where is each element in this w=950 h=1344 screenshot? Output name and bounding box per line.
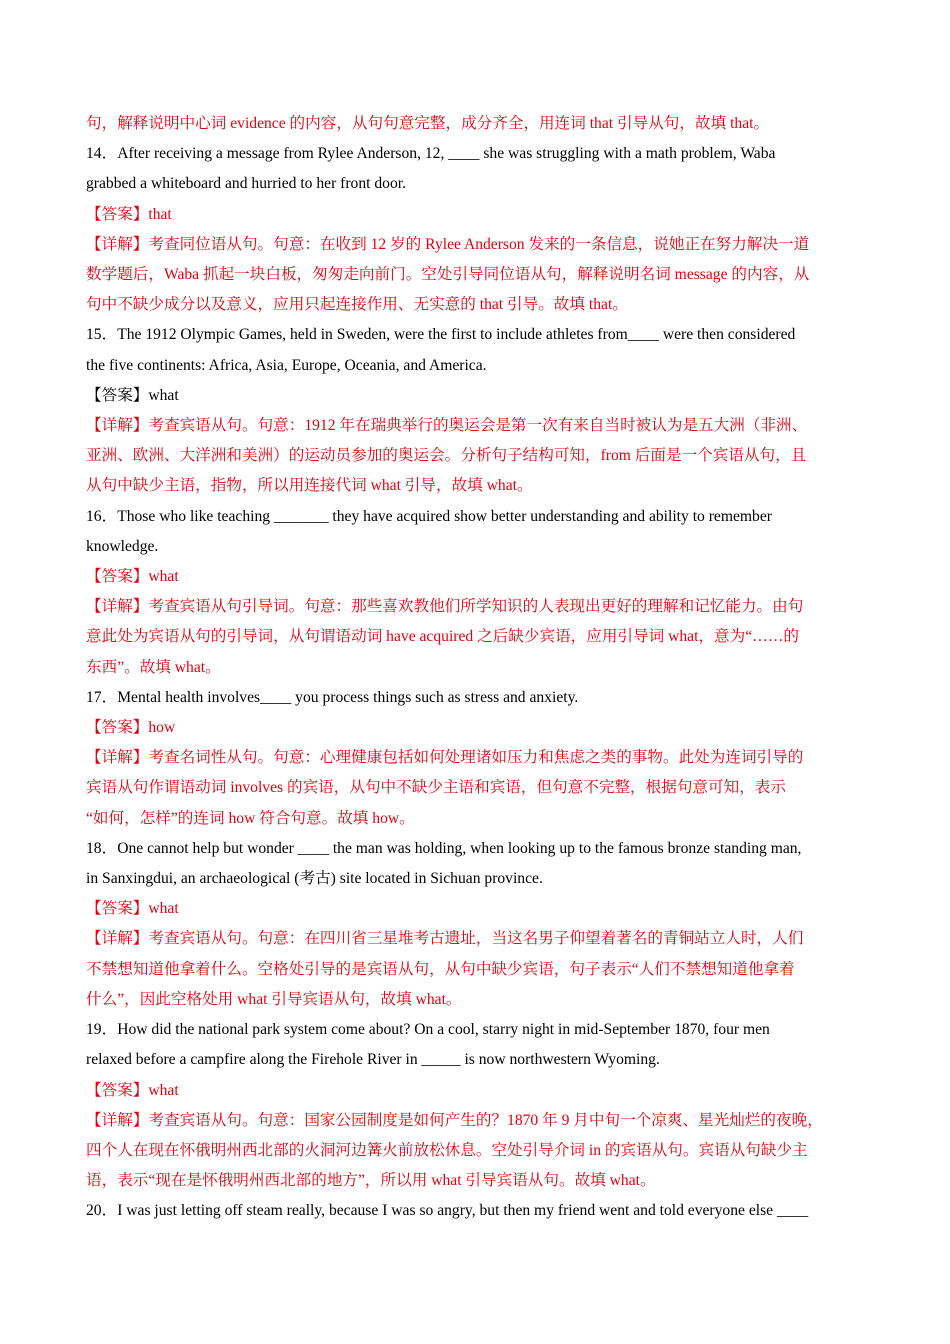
text-line: 【详解】考查同位语从句。句意：在收到 12 岁的 Rylee Anderson 发来的一条信息，说她正在努力解决一道 xyxy=(86,235,810,253)
text-line: 语，表示“现在是怀俄明州西北部的地方”，所以用 what 引导宾语从句。故填 what。 xyxy=(86,1172,656,1190)
text-line: 【详解】考查宾语从句。句意：国家公园制度是如何产生的？1870 年 9 月中旬一个凉爽、星光灿烂的夜晚， xyxy=(86,1111,823,1129)
text-line: 【答案】what xyxy=(86,900,179,918)
text-line: 东西”。故填 what。 xyxy=(86,658,221,676)
text-line: 什么”，因此空格处用 what 引导宾语从句，故填 what。 xyxy=(86,990,462,1008)
text-line: 【答案】what xyxy=(86,1081,179,1099)
text-line: 亚洲、欧洲、大洋洲和美洲）的运动员参加的奥运会。分析句子结构可知，from 后面是一个宾语从句，且 xyxy=(86,447,807,465)
text-line: 不禁想知道他拿着什么。空格处引导的是宾语从句，从句中缺少宾语，句子表示“人们不禁想知道他拿着 xyxy=(86,960,795,978)
text-line: the five continents: Africa, Asia, Europe, Oceania, and America. xyxy=(86,356,487,374)
document-page xyxy=(86,109,866,1227)
text-line: 【答案】how xyxy=(86,719,176,737)
text-line: 19．How did the national park system come about? On a cool, starry night in mid-September 1870, four men xyxy=(86,1021,770,1039)
text-line: 18．One cannot help but wonder ____ the man was holding, when looking up to the famous bronze standing man, xyxy=(86,839,802,857)
text-line: grabbed a whiteboard and hurried to her front door. xyxy=(86,175,406,193)
text-line: 四个人在现在怀俄明州西北部的火洞河边篝火前放松休息。空处引导介词 in 的宾语从句。宾语从句缺少主 xyxy=(86,1141,808,1159)
text-line: 句中不缺少成分以及意义，应用只起连接作用、无实意的 that 引导。故填 that。 xyxy=(86,296,628,314)
text-line: “如何，怎样”的连词 how 符合句意。故填 how。 xyxy=(86,809,415,827)
text-line: 14．After receiving a message from Rylee Anderson, 12, ____ she was struggling with a math problem, Waba xyxy=(86,145,776,163)
text-line: 【答案】what xyxy=(86,386,179,404)
text-line: knowledge. xyxy=(86,537,159,555)
text-line: 20．I was just letting off steam really, because I was so angry, but then my friend went and told everyone else ____ xyxy=(86,1202,809,1220)
text-line: 【详解】考查宾语从句引导词。句意：那些喜欢教他们所学知识的人表现出更好的理解和记忆能力。由句 xyxy=(86,598,804,616)
text-line: 数学题后，Waba 抓起一块白板，匆匆走向前门。空处引导同位语从句，解释说明名词 message 的内容，从 xyxy=(86,266,810,284)
text-line: 【详解】考查宾语从句。句意：1912 年在瑞典举行的奥运会是第一次有来自当时被认为是五大洲（非洲、 xyxy=(86,417,808,435)
text-line: 【详解】考查宾语从句。句意：在四川省三星堆考古遗址，当这名男子仰望着著名的青铜站立人时，人们 xyxy=(86,930,804,948)
text-line: 从句中缺少主语，指物，所以用连接代词 what 引导，故填 what。 xyxy=(86,477,533,495)
text-line: 17．Mental health involves____ you process things such as stress and anxiety. xyxy=(86,688,579,706)
text-line: relaxed before a campfire along the Firehole River in _____ is now northwestern Wyoming. xyxy=(86,1051,660,1069)
text-line: 【答案】that xyxy=(86,205,172,223)
text-line: 【详解】考查名词性从句。句意：心理健康包括如何处理诸如压力和焦虑之类的事物。此处为连词引导的 xyxy=(86,749,804,767)
text-line: 【答案】what xyxy=(86,568,179,586)
text-line: in Sanxingdui, an archaeological (考古) site located in Sichuan province. xyxy=(86,870,543,888)
text-line: 15．The 1912 Olympic Games, held in Sweden, were the first to include athletes from____ were then considered xyxy=(86,326,796,344)
text-line: 意此处为宾语从句的引导词，从句谓语动词 have acquired 之后缺少宾语，应用引导词 what，意为“……的 xyxy=(86,628,799,646)
text-line: 16．Those who like teaching _______ they have acquired show better understanding and ability to remember xyxy=(86,507,772,525)
text-line: 句，解释说明中心词 evidence 的内容，从句句意完整，成分齐全，用连词 that 引导从句，故填 that。 xyxy=(86,115,770,132)
text-line: 宾语从句作谓语动词 involves 的宾语，从句中不缺少主语和宾语，但句意不完整，根据句意可知，表示 xyxy=(86,779,786,797)
